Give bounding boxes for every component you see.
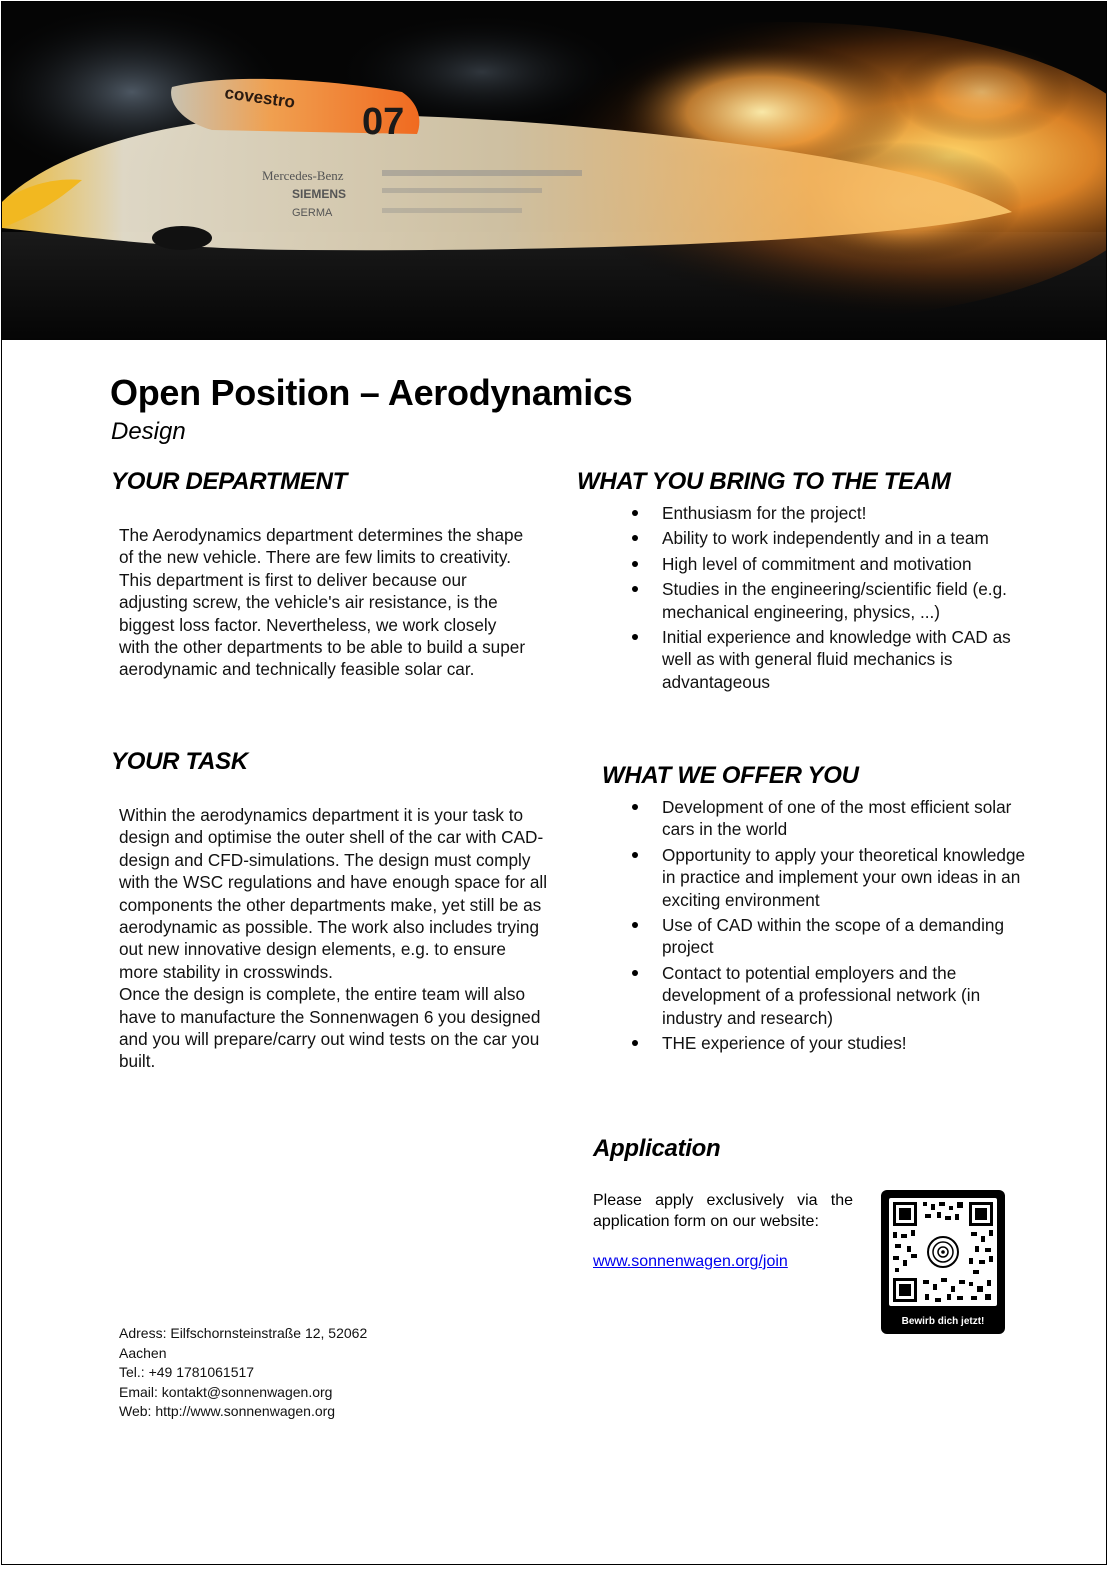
bullet-icon <box>632 970 638 976</box>
qr-caption: Bewirb dich jetzt! <box>901 1316 985 1327</box>
application-text: Please apply exclusively via the application form on our website: <box>593 1192 853 1230</box>
hero-sponsor-siemens: SIEMENS <box>292 187 347 201</box>
department-paragraph: The Aerodynamics department determines the shape of the new vehicle. There are few limits to creativity. <box>119 525 524 568</box>
bullet-icon <box>632 535 638 541</box>
hero-image <box>2 2 1106 340</box>
list-item <box>632 502 1027 524</box>
task-paragraph: Once the design is complete, the entire team will also have to manufacture the Sonnenwagen 6 you designed and you will prepare/carry out wind tests on the car you built. <box>119 984 541 1072</box>
hero-sponsor-mercedes: Mercedes-Benz <box>262 168 344 183</box>
list-item <box>632 796 1027 841</box>
list-item-text: Enthusiasm for the project! <box>662 503 867 523</box>
list-item <box>632 1032 1027 1054</box>
bullet-icon <box>632 804 638 810</box>
bullet-icon <box>632 1040 638 1046</box>
email-address: Email: kontakt@sonnenwagen.org <box>119 1383 333 1400</box>
task-paragraph: Within the aerodynamics department it is your task to design and optimise the outer shell of the car with CAD-design and CFD-simulations. The design must comply with the WSC regulations and have enough space for all components the other departments make, yet still be as aerodynamic as possible. The work also includes trying out new innovative design elements, e.g. to ensure more stability in crosswinds. <box>119 805 548 982</box>
hero-car-number: 07 <box>362 101 405 143</box>
phone-number: Tel.: +49 1781061517 <box>119 1364 255 1380</box>
list-item-text: Opportunity to apply your theoretical knowledge in practice and implement your own ideas in an exciting environment <box>662 844 1026 910</box>
list-item-text: Ability to work independently and in a team <box>662 528 989 549</box>
department-paragraph: This department is first to deliver because our adjusting screw, the vehicle's air resistance, is the biggest loss factor. Nevertheless, we work closely with the other departments to be able to build a super aerodynamic and technically feasible solar car. <box>119 569 526 680</box>
bring-heading: WHAT YOU BRING TO THE TEAM <box>577 468 951 495</box>
bullet-icon <box>632 852 638 858</box>
qr-code-icon <box>881 1190 1005 1314</box>
bullet-icon <box>632 561 638 567</box>
website: Web: http://www.sonnenwagen.org <box>119 1403 336 1419</box>
list-item <box>632 578 1027 623</box>
list-item <box>632 553 1027 575</box>
list-item <box>632 914 1027 959</box>
list-item-text: Contact to potential employers and the development of a professional network (in industry and research) <box>662 962 981 1028</box>
list-item-text: THE experience of your studies! <box>662 1033 907 1054</box>
task-heading: YOUR TASK <box>111 748 248 775</box>
list-item <box>632 844 1027 911</box>
list-item-text: Studies in the engineering/scientific field (e.g. mechanical engineering, physics, ...) <box>662 579 1007 622</box>
bullet-icon <box>632 634 638 640</box>
department-heading: YOUR DEPARTMENT <box>111 468 347 495</box>
application-link[interactable]: www.sonnenwagen.org/join <box>593 1253 788 1270</box>
bullet-icon <box>632 586 638 592</box>
task-text <box>119 804 549 1073</box>
hero-sponsor-text: covestro <box>223 83 297 112</box>
list-item <box>632 626 1027 693</box>
list-item <box>632 962 1027 1029</box>
bullet-icon <box>632 922 638 928</box>
page-subtitle: Design <box>111 418 186 445</box>
list-item-text: Use of CAD within the scope of a demanding project <box>662 915 1005 958</box>
bring-list <box>632 502 1027 696</box>
hero-car-illustration <box>2 2 1106 340</box>
contact-block <box>119 1324 367 1422</box>
qr-code[interactable] <box>881 1190 1005 1334</box>
hero-sponsor-germa: GERMA <box>292 207 333 219</box>
offer-heading: WHAT WE OFFER YOU <box>602 762 859 789</box>
bullet-icon <box>632 510 638 516</box>
address-city: Aachen <box>119 1344 167 1361</box>
list-item-text: Initial experience and knowledge with CAD as well as with general fluid mechanics is advantageous <box>662 627 1011 692</box>
list-item <box>632 527 1027 549</box>
offer-list <box>632 796 1027 1057</box>
list-item-text: Development of one of the most efficient solar cars in the world <box>662 797 1012 840</box>
list-item-text: High level of commitment and motivation <box>662 553 972 574</box>
application-heading: Application <box>593 1135 721 1162</box>
department-text <box>119 524 529 681</box>
address-line: Adress: Eilfschornsteinstraße 12, 52062 <box>119 1325 368 1341</box>
page-title: Open Position – Aerodynamics <box>110 372 633 413</box>
